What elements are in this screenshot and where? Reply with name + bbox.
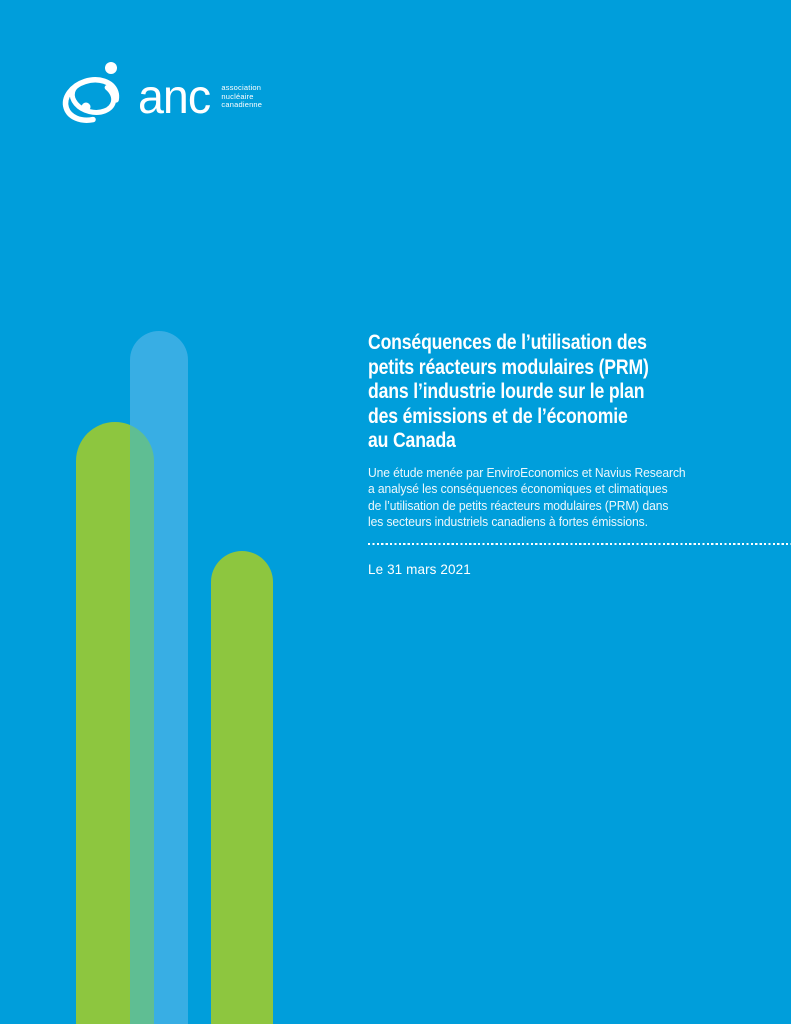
subtitle-line: de l’utilisation de petits réacteurs modulaires (PRM) dans (368, 497, 669, 513)
title-line: dans l’industrie lourde sur le plan (368, 380, 645, 404)
title-line: petits réacteurs modulaires (PRM) (368, 355, 649, 379)
logo-wordmark (221, 84, 262, 110)
subtitle-line: a analysé les conséquences économiques et climatiques (368, 481, 668, 497)
logo-acronym: anc (138, 71, 211, 124)
publication-date: Le 31 mars 2021 (368, 562, 471, 578)
wordmark-line: nucléaire (221, 91, 254, 101)
title-line: des émissions et de l’économie (368, 404, 628, 428)
dotted-separator (368, 543, 791, 546)
anc-logo (60, 58, 262, 130)
electron-dot-top (105, 62, 117, 74)
cover-text-block (368, 331, 791, 577)
decor-bar-light-blue (130, 331, 188, 1024)
page-title (368, 331, 723, 454)
subtitle-line: les secteurs industriels canadiens à fortes émissions. (368, 514, 648, 530)
wordmark-line: association (221, 82, 262, 92)
wordmark-line: canadienne (221, 100, 263, 110)
decor-bar-overlap (130, 422, 154, 1024)
cover-subtitle (368, 465, 761, 531)
electron-dot-center (82, 103, 91, 112)
decor-bar-green-short (211, 551, 273, 1024)
title-line: Conséquences de l’utilisation des (368, 331, 647, 354)
title-line: au Canada (368, 429, 456, 453)
atom-orbits-icon (60, 58, 122, 130)
subtitle-line: Une étude menée par EnviroEconomics et Navius Research (368, 464, 686, 480)
